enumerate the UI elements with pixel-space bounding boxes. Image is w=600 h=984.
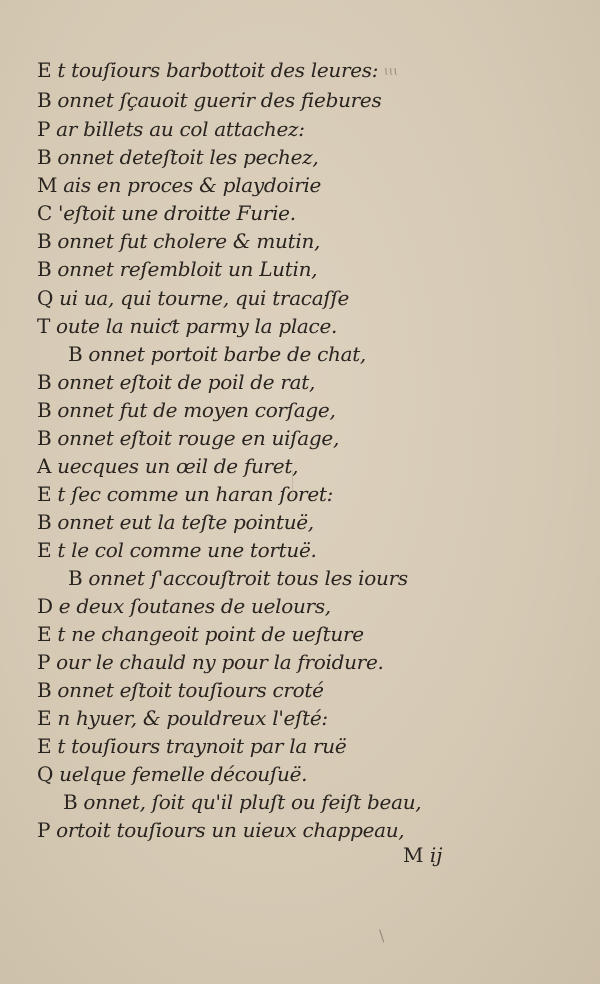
- signature-mark: M ij: [403, 843, 443, 867]
- poem-line: B onnet reſembloit un Lutin,: [37, 257, 318, 281]
- poem-line: E t le col comme une tortuë.: [37, 538, 317, 562]
- poem-line: B onnet eſtoit touſiours croté: [37, 678, 324, 702]
- poem-line: E t touſiours barbottoit des leures:: [37, 58, 379, 82]
- poem-line: B onnet, ſoit qu'il pluſt ou feiſt beau,: [63, 790, 422, 814]
- poem-line: B onnet eut la teſte pointuë,: [37, 510, 314, 534]
- poem-line: B onnet eſtoit de poil de rat,: [37, 370, 316, 394]
- poem-line: T oute la nuiƈt parmy la place.: [37, 314, 338, 338]
- poem-line: D e deux ſoutanes de uelours,: [37, 594, 331, 618]
- margin-mark: ɩɩɩ: [384, 64, 399, 78]
- poem-line: E t touſiours traynoit par la ruë: [37, 734, 347, 758]
- paper-crease: [292, 470, 299, 500]
- poem-line: P ortoit touſiours un uieux chappeau,: [37, 818, 405, 842]
- poem-line: B onnet deteſtoit les pechez,: [37, 145, 319, 169]
- poem-line: E n hyuer, & pouldreux l'eſté:: [37, 706, 328, 730]
- poem-line: E t ſec comme un haran ſoret:: [37, 482, 334, 506]
- poem-line: Q uelque femelle découſuë.: [37, 762, 308, 786]
- poem-line: B onnet fut cholere & mutin,: [37, 229, 321, 253]
- bottom-mark: \: [379, 926, 385, 945]
- poem-line: B onnet ſçauoit guerir des fiebures: [37, 88, 382, 112]
- poem-line: B onnet ſ'accouſtroit tous les iours: [68, 566, 408, 590]
- poem-line: P our le chauld ny pour la froidure.: [37, 650, 384, 674]
- poem-line: Q ui ua, qui tourne, qui tracaſſe: [37, 286, 350, 310]
- poem-line: B onnet eſtoit rouge en uiſage,: [37, 426, 339, 450]
- poem-line: B onnet portoit barbe de chat,: [68, 342, 366, 366]
- poem-line: C 'eſtoit une droitte Furie.: [37, 201, 296, 225]
- poem-line: M ais en proces & playdoirie: [37, 173, 322, 197]
- poem-line: A uecques un œil de furet,: [37, 454, 299, 478]
- poem-line: P ar billets au col attachez:: [37, 117, 305, 141]
- poem-line: E t ne changeoit point de ueſture: [37, 622, 364, 646]
- poem-line: B onnet fut de moyen corſage,: [37, 398, 336, 422]
